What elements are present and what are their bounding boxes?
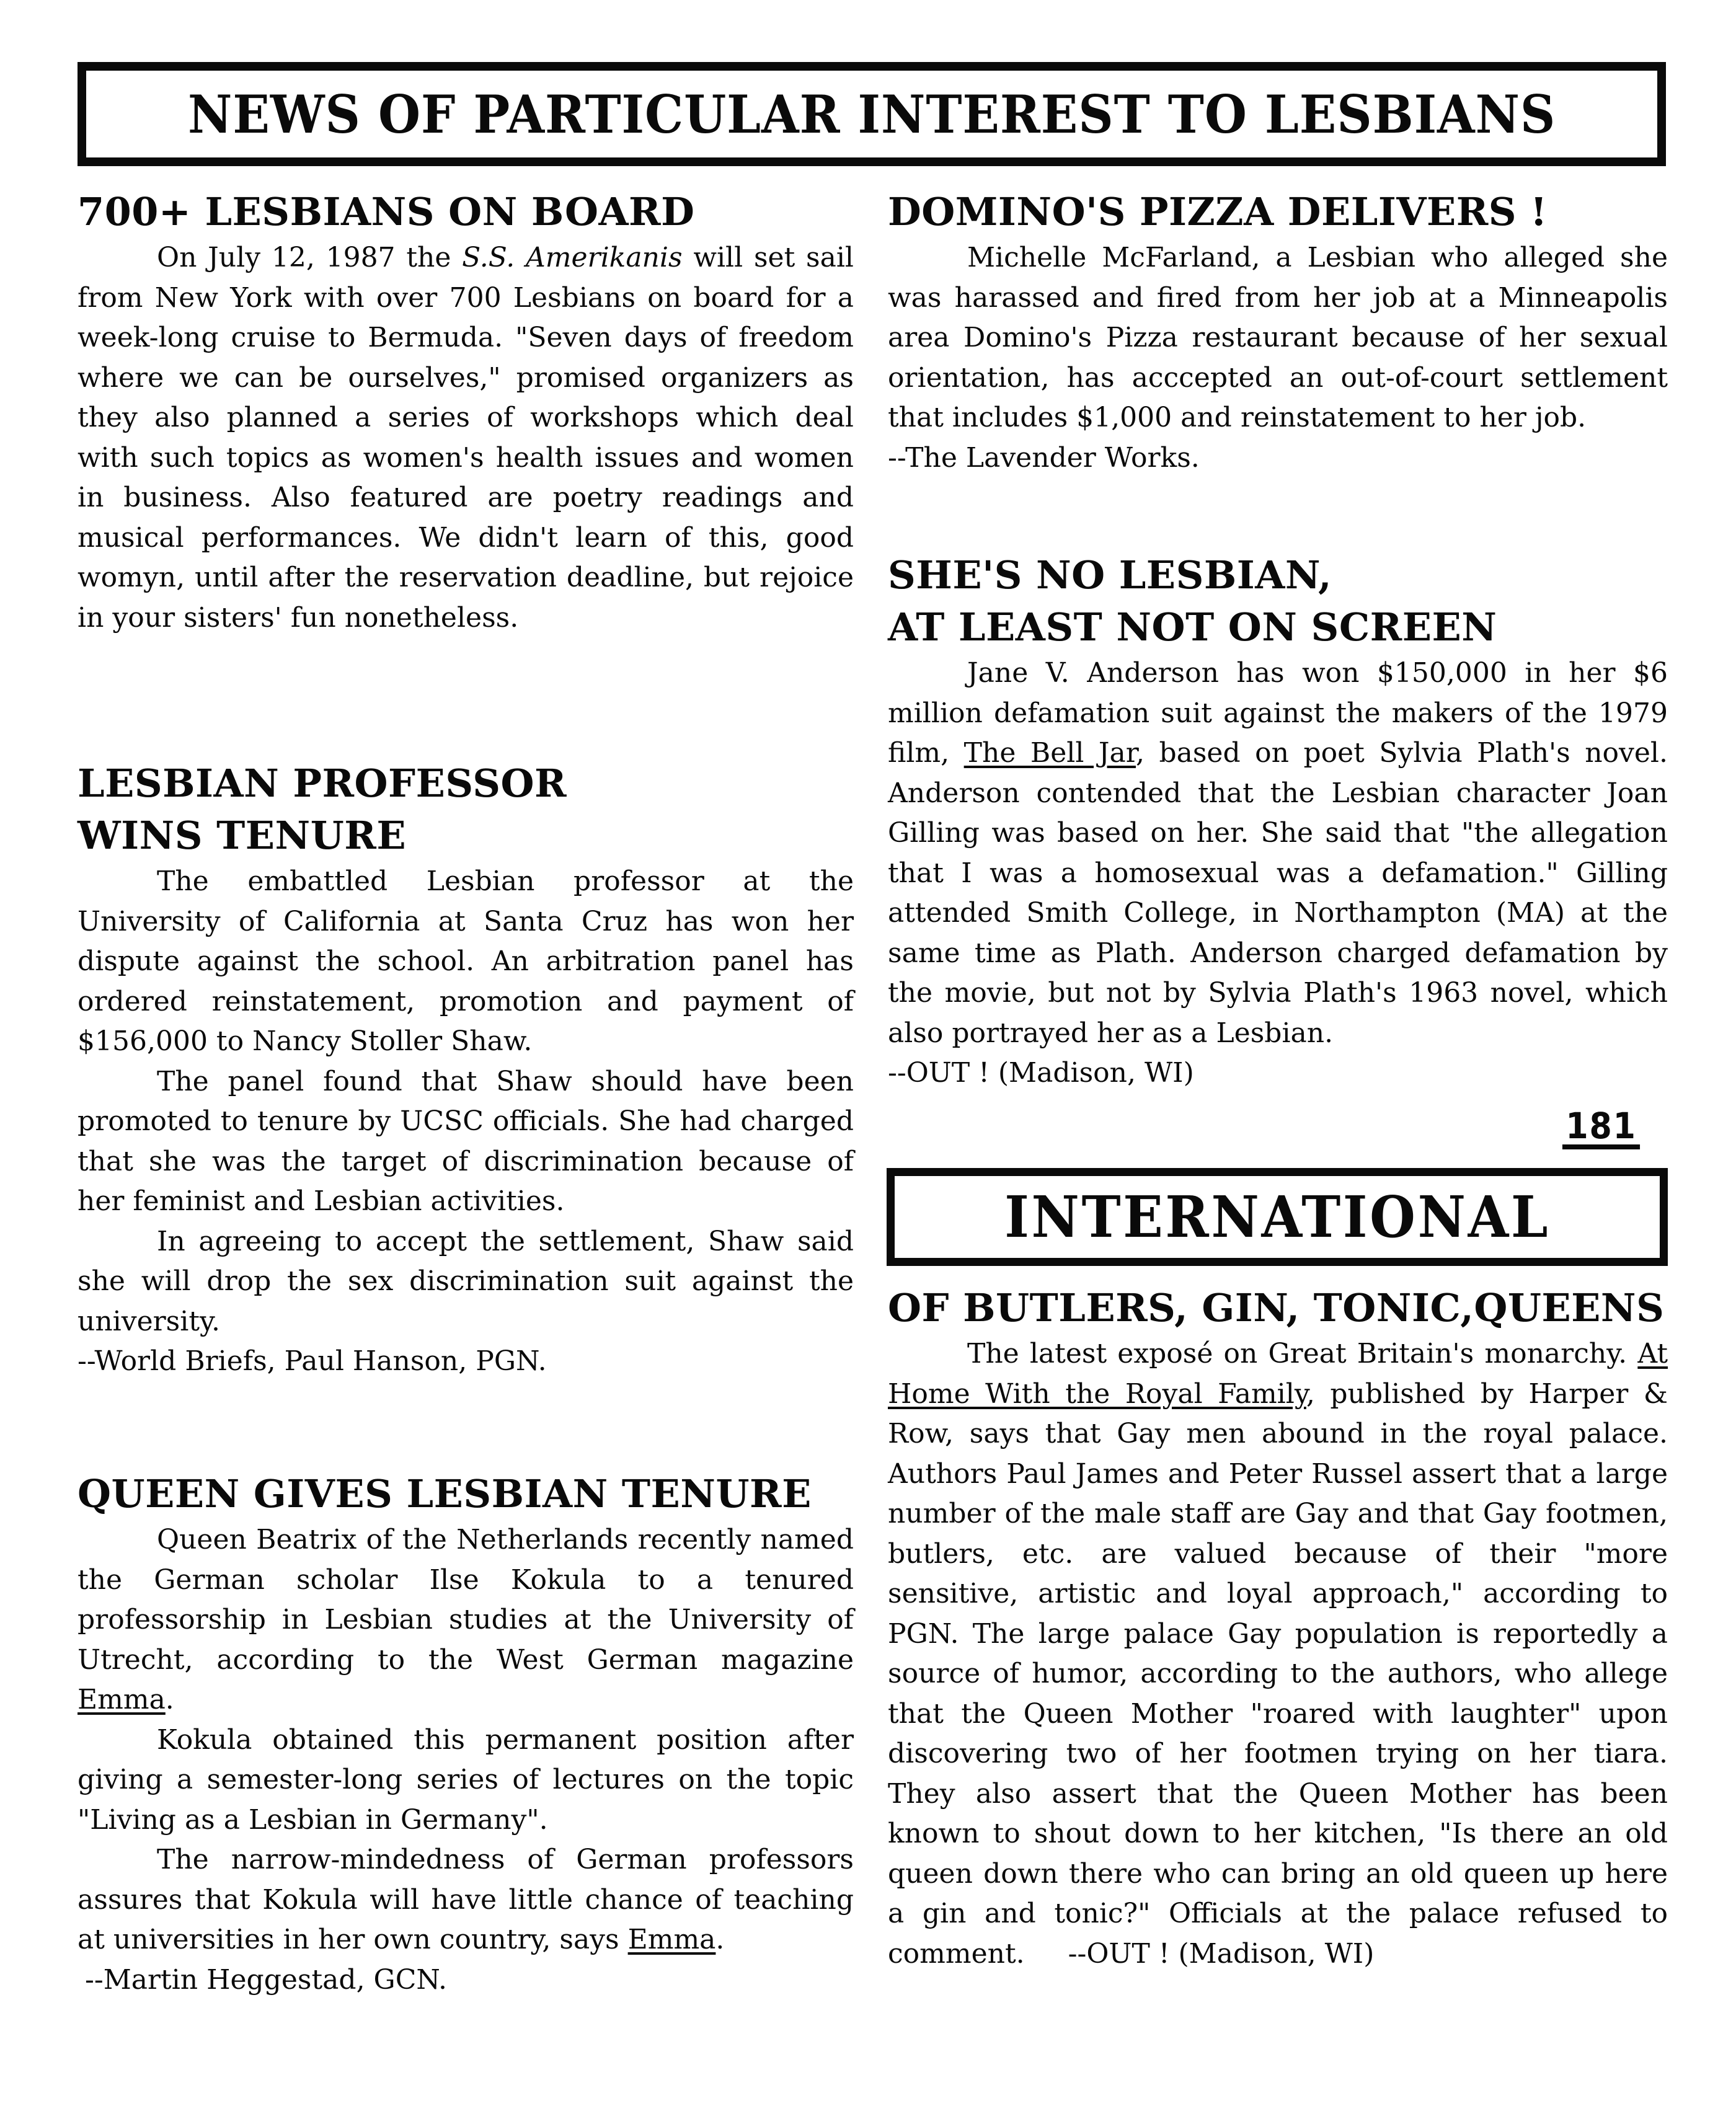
text-run: The narrow-mindedness of German professors assures that Kokula will have little chance of teaching at universities in her own country, says	[78, 1844, 854, 1955]
magazine-title: Emma	[627, 1924, 716, 1955]
article-screen	[888, 549, 1668, 1094]
film-title: The Bell Jar	[963, 737, 1136, 769]
article-paragraph	[78, 1520, 854, 1720]
article-professor	[78, 758, 854, 1382]
article-queen	[78, 1468, 854, 2000]
article-body	[78, 238, 854, 638]
article-body	[888, 1334, 1668, 1974]
article-credit: --World Briefs, Paul Hanson, PGN.	[78, 1345, 547, 1377]
section-header-title: NEWS OF PARTICULAR INTEREST TO LESBIANS	[187, 83, 1556, 145]
text-run: Jane V. Anderson has won $150,000 in her $6 million defamation suit against the makers of the 1979 film,	[888, 657, 1668, 769]
article-paragraph: Kokula obtained this permanent position after giving a semester-long series of lectures on the topic "Living as a Lesbian in Germany".	[78, 1723, 854, 1836]
text-run: On July 12, 1987 the	[157, 242, 463, 273]
text-run: The latest exposé on Great Britain's monarchy.	[967, 1338, 1638, 1369]
article-cruise	[78, 186, 854, 638]
text-run: , published by Harper & Row, says that Gay men abound in the royal palace. Authors Paul James and Peter Russel assert that a large number of the male staff are Gay and that Gay footmen, butlers, etc. are valued because of their "more sensitive, artistic and loyal approach," according to PGN. The large palace Gay population is reportedly a source of humor, according to the authors, who allege that the Queen Mother "roared with laughter" upon discovering two of her footmen trying on her tiara. They also assert that the Queen Mother has been known to shout down to her kitchen, "Is there an old queen down there who can bring an old queen up here a gin and tonic?" Officials at the palace refused to comment.	[888, 1378, 1668, 1970]
article-headline-line2: WINS TENURE	[78, 813, 407, 858]
text-run: .	[165, 1684, 174, 1715]
article-paragraph: In agreeing to accept the settlement, Shaw said she will drop the sex discrimination suit against the university.	[78, 1225, 854, 1337]
section-header-box	[78, 62, 1666, 166]
article-paragraph: The panel found that Shaw should have been promoted to tenure by UCSC officials. She had charged that she was the target of discrimination because of her feminist and Lesbian activities.	[78, 1065, 854, 1217]
article-headline-line2: AT LEAST NOT ON SCREEN	[888, 604, 1497, 650]
article-paragraph	[78, 238, 854, 638]
article-headline: OF BUTLERS, GIN, TONIC,QUEENS	[888, 1285, 1665, 1330]
book-title: At Home With the Royal Family	[888, 1338, 1668, 1410]
article-headline: DOMINO'S PIZZA DELIVERS !	[888, 189, 1548, 234]
article-credit: --OUT ! (Madison, WI)	[888, 1057, 1194, 1089]
ship-name: S.S. Amerikanis	[462, 242, 683, 273]
article-butlers	[888, 1282, 1668, 1974]
article-credit: --Martin Heggestad, GCN.	[85, 1963, 448, 1996]
article-body	[78, 1520, 854, 1960]
text-run: will set sail from New York with over 700 Lesbians on board for a week-long cruise to Bermuda. "Seven days of freedom where we can be ourselves," promised organizers as they also planned a series of workshops which deal with such topics as women's health issues and women in business. Also featured are poetry readings and musical performances. We didn't learn of this, good womyn, until after the reservation deadline, but rejoice in your sisters' fun nonetheless.	[78, 242, 854, 634]
article-headline: 700+ LESBIANS ON BOARD	[78, 189, 695, 234]
text-run: Queen Beatrix of the Netherlands recently named the German scholar Ilse Kokula to a tenured professorship in Lesbian studies at the University of Utrecht, according to the West German magazine	[78, 1524, 854, 1676]
article-credit: --The Lavender Works.	[888, 441, 1200, 474]
page-number: 181	[1562, 1107, 1640, 1149]
text-run: , based on poet Sylvia Plath's novel. Anderson contended that the Lesbian character Joan Gilling was based on her. She said that "the allegation that I was a homosexual was a defamation." Gilling attended Smith College, in Northampton (MA) at the same time as Plath. Anderson charged defamation by the movie, but not by Sylvia Plath's 1963 novel, which also portrayed her as a Lesbian.	[888, 737, 1668, 1049]
article-body	[888, 238, 1668, 438]
international-header-box	[887, 1168, 1668, 1266]
article-dominos	[888, 186, 1668, 478]
article-body	[78, 862, 854, 1342]
article-credit: --OUT ! (Madison, WI)	[1068, 1937, 1375, 1970]
international-header-title: INTERNATIONAL	[1004, 1184, 1550, 1250]
article-paragraph: The embattled Lesbian professor at the University of California at Santa Cruz has won her dispute against the school. An arbitration panel has ordered reinstatement, promotion and payment of $156,000 to Nancy Stoller Shaw.	[78, 865, 854, 1057]
article-body	[888, 653, 1668, 1053]
article-paragraph	[78, 1840, 854, 1960]
magazine-title: Emma	[78, 1684, 166, 1715]
article-headline: QUEEN GIVES LESBIAN TENURE	[78, 1471, 812, 1516]
article-paragraph: Michelle McFarland, a Lesbian who alleged she was harassed and fired from her job at a Minneapolis area Domino's Pizza restaurant because of her sexual orientation, has acccepted an out-of-court settlement that includes $1,000 and reinstatement to her job.	[888, 242, 1668, 433]
article-headline-line1: LESBIAN PROFESSOR	[78, 761, 567, 806]
article-paragraph	[888, 653, 1668, 1053]
article-headline-line1: SHE'S NO LESBIAN,	[888, 552, 1332, 598]
text-run: .	[715, 1924, 725, 1955]
article-paragraph	[888, 1334, 1668, 1974]
